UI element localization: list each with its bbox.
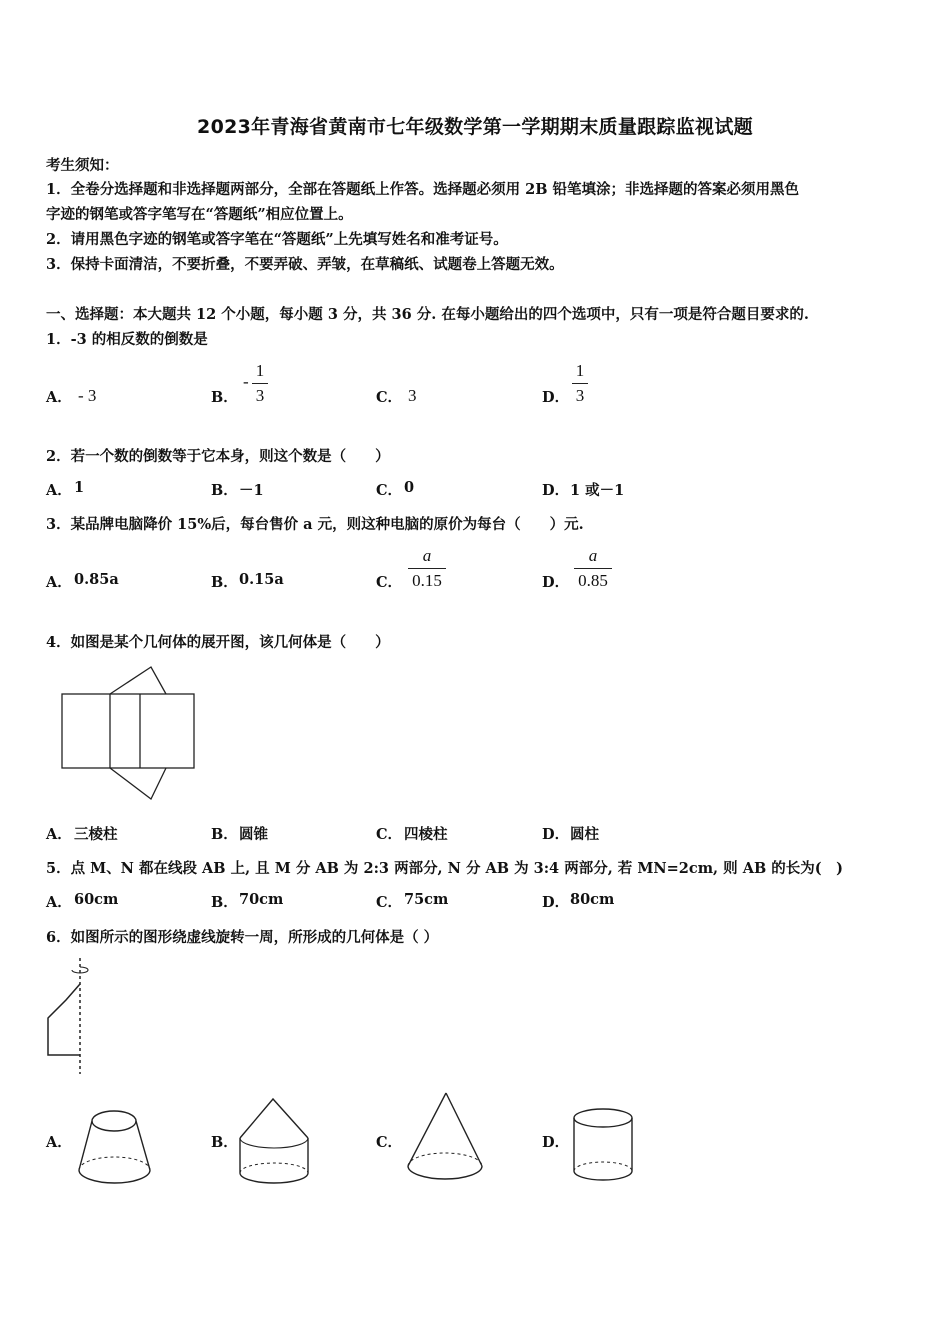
q1-option-b-sign: -	[243, 372, 249, 391]
question-1-stem: 1．-3 的相反数的倒数是	[46, 331, 208, 348]
q1-option-a-label: A．	[46, 389, 72, 406]
triangular-prism-net-figure	[56, 664, 206, 804]
q1-option-d-numerator: 1	[575, 361, 585, 380]
q4-option-c-label: C．	[376, 826, 403, 843]
notice-item-2: 2．请用黑色字迹的钢笔或答字笔在“答题纸”上先填写姓名和准考证号。	[46, 231, 508, 248]
fraction-bar	[572, 383, 588, 384]
q5-option-c-label: C．	[376, 894, 403, 911]
q4-option-b-value: 圆锥	[239, 826, 268, 843]
q3-option-c-numerator: a	[422, 546, 432, 565]
section-heading: 一、选择题：本大题共 12 个小题，每小题 3 分，共 36 分. 在每小题给出的四个选项中，只有一项是符合题目要求的.	[46, 306, 809, 323]
notice-heading: 考生须知：	[46, 157, 119, 174]
fraction-bar	[252, 383, 268, 384]
question-6-stem: 6．如图所示的图形绕虚线旋转一周，所形成的几何体是（ ）	[46, 929, 439, 946]
q3-option-c-fraction	[408, 546, 446, 591]
q5-option-a-label: A．	[46, 894, 72, 911]
frustum-icon	[74, 1108, 158, 1190]
q6-option-d-label: D．	[542, 1134, 570, 1151]
q2-option-c-value: 0	[404, 479, 415, 496]
notice-item-3: 3．保持卡面清洁，不要折叠，不要弄破、弄皱，在草稿纸、试题卷上答题无效。	[46, 256, 564, 273]
q2-option-c-label: C．	[376, 482, 403, 499]
q2-option-d-value: 1 或－1	[570, 482, 625, 499]
q4-option-b-label: B．	[211, 826, 238, 843]
q1-option-b-numerator: 1	[255, 361, 265, 380]
cylinder-icon	[570, 1106, 640, 1186]
question-3-stem: 3．某品牌电脑降价 15%后，每台售价 a 元，则这种电脑的原价为每台（ ）元.	[46, 516, 584, 533]
q3-option-d-label: D．	[542, 574, 570, 591]
rotated-shape	[48, 984, 80, 1055]
q5-option-a-value: 60cm	[74, 891, 119, 908]
net-top-triangle	[110, 667, 166, 694]
q4-option-a-label: A．	[46, 826, 72, 843]
question-4-stem: 4．如图是某个几何体的展开图，该几何体是（ ）	[46, 634, 390, 651]
q3-option-c-denominator: 0.15	[412, 571, 442, 590]
q3-option-a-label: A．	[46, 574, 72, 591]
q5-option-d-label: D．	[542, 894, 570, 911]
question-2-stem: 2．若一个数的倒数等于它本身，则这个数是（ ）	[46, 448, 390, 465]
q3-option-b-value: 0.15a	[239, 571, 284, 588]
q1-option-d-denominator: 3	[575, 386, 585, 405]
net-bottom-triangle	[110, 768, 166, 799]
q5-option-d-value: 80cm	[570, 891, 615, 908]
q1-option-b-label: B．	[211, 389, 238, 406]
q1-option-a-value: - 3	[78, 386, 97, 405]
q6-option-a-label: A．	[46, 1134, 72, 1151]
fraction-bar	[408, 568, 446, 569]
notice-item-1-line-1: 1．全卷分选择题和非选择题两部分，全部在答题纸上作答。选择题必须用 2B 铅笔填涂；非选择题的答案必须用黑色	[46, 181, 800, 198]
cone-icon	[404, 1090, 488, 1182]
q2-option-b-label: B．	[211, 482, 238, 499]
q1-option-b-fraction	[252, 361, 268, 406]
q3-option-b-label: B．	[211, 574, 238, 591]
q2-option-d-label: D．	[542, 482, 570, 499]
q3-option-d-numerator: a	[588, 546, 598, 565]
q5-option-b-value: 70cm	[239, 891, 284, 908]
q5-option-b-label: B．	[211, 894, 238, 911]
question-5-stem: 5．点 M、N 都在线段 AB 上, 且 M 分 AB 为 2:3 两部分, N 分 AB 为 3:4 两部分, 若 MN=2cm, 则 AB 的长为( )	[46, 860, 843, 877]
net-rectangle	[62, 694, 194, 768]
q6-option-c-label: C．	[376, 1134, 403, 1151]
q2-option-b-value: －1	[239, 482, 264, 499]
q6-option-b-label: B．	[211, 1134, 238, 1151]
page-title: 2023年青海省黄南市七年级数学第一学期期末质量跟踪监视试题	[197, 116, 753, 138]
q3-option-d-denominator: 0.85	[578, 571, 608, 590]
rotation-figure	[42, 956, 102, 1076]
q1-option-c-label: C．	[376, 389, 403, 406]
cone-on-cylinder-icon	[236, 1096, 316, 1186]
q5-option-c-value: 75cm	[404, 891, 449, 908]
q1-option-c-value: 3	[408, 386, 417, 405]
q1-option-d-label: D．	[542, 389, 570, 406]
q1-option-b-denominator: 3	[255, 386, 265, 405]
q4-option-d-label: D．	[542, 826, 570, 843]
q3-option-c-label: C．	[376, 574, 403, 591]
q4-option-d-value: 圆柱	[570, 826, 599, 843]
q4-option-a-value: 三棱柱	[74, 826, 118, 843]
q1-option-d-fraction	[572, 361, 588, 406]
fraction-bar	[574, 568, 612, 569]
q2-option-a-value: 1	[74, 479, 85, 496]
q3-option-a-value: 0.85a	[74, 571, 119, 588]
notice-item-1-line-2: 字迹的钢笔或答字笔写在“答题纸”相应位置上。	[46, 206, 353, 223]
q3-option-d-fraction	[574, 546, 612, 591]
q4-option-c-value: 四棱柱	[404, 826, 448, 843]
q2-option-a-label: A．	[46, 482, 72, 499]
